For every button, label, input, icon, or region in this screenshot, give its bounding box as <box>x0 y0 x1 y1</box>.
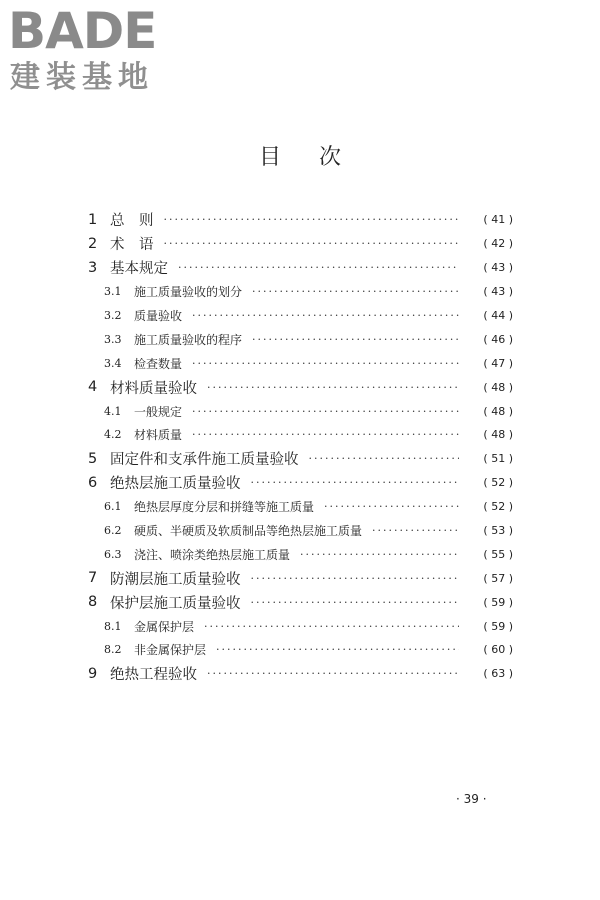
toc-entry-number: 1 <box>88 211 98 228</box>
toc-entry[interactable] <box>88 614 513 638</box>
toc-entry[interactable] <box>88 590 513 614</box>
toc-entry-label: 施工质量验收的程序 <box>134 332 243 347</box>
toc-leader-dots <box>192 428 459 441</box>
toc-entry[interactable] <box>88 495 513 519</box>
toc-entry-number: 6.3 <box>104 547 122 561</box>
toc-entry-label: 术 语 <box>110 237 154 254</box>
toc-entry-label: 金属保护层 <box>134 619 195 634</box>
toc-leader-dots <box>252 285 459 298</box>
page-number: · 39 · <box>456 792 487 806</box>
toc-leader-dots <box>251 572 460 585</box>
toc-entry-number: 6 <box>88 474 98 491</box>
toc-entry-number: 3.4 <box>104 356 122 370</box>
table-of-contents <box>88 208 513 686</box>
toc-entry[interactable] <box>88 280 513 304</box>
toc-entry[interactable] <box>88 542 513 566</box>
toc-entry-label: 保护层施工质量验收 <box>110 595 241 612</box>
toc-entry-page: ( 59 ) <box>483 595 513 609</box>
toc-entry-number: 8.1 <box>104 619 122 633</box>
toc-entry-number: 2 <box>88 235 98 252</box>
toc-entry[interactable] <box>88 232 513 256</box>
toc-entry-label: 材料质量 <box>134 428 183 443</box>
toc-leader-dots <box>372 524 459 537</box>
toc-leader-dots <box>178 261 459 274</box>
toc-entry[interactable] <box>88 662 513 686</box>
toc-entry-number: 5 <box>88 450 98 467</box>
toc-entry-number: 3.2 <box>104 309 122 322</box>
toc-entry-page: ( 44 ) <box>483 309 513 322</box>
toc-entry-number: 4 <box>88 379 98 396</box>
toc-entry[interactable] <box>88 327 513 351</box>
toc-entry-page: ( 55 ) <box>483 547 513 561</box>
toc-leader-dots <box>207 667 459 680</box>
toc-leader-dots <box>216 643 459 656</box>
toc-entry-page: ( 57 ) <box>483 571 513 585</box>
toc-entry-number: 6.2 <box>104 524 122 538</box>
toc-entry-page: ( 48 ) <box>483 380 513 394</box>
toc-leader-dots <box>251 476 460 489</box>
toc-entry[interactable] <box>88 423 513 447</box>
toc-entry[interactable] <box>88 351 513 375</box>
toc-entry[interactable] <box>88 447 513 471</box>
toc-entry-label: 固定件和支承件施工质量验收 <box>110 452 299 469</box>
toc-entry-label: 基本规定 <box>110 261 168 278</box>
toc-entry-label: 总 则 <box>110 213 154 230</box>
toc-entry-page: ( 52 ) <box>483 476 513 490</box>
toc-entry-label: 硬质、半硬质及软质制品等绝热层施工质量 <box>134 524 363 539</box>
toc-entry-number: 4.2 <box>104 428 122 442</box>
toc-leader-dots <box>164 213 460 226</box>
toc-entry[interactable] <box>88 256 513 280</box>
toc-entry[interactable] <box>88 304 513 328</box>
toc-leader-dots <box>192 357 459 370</box>
toc-entry-number: 7 <box>88 570 98 587</box>
toc-entry-label: 防潮层施工质量验收 <box>110 571 241 588</box>
toc-entry-number: 4.1 <box>104 404 122 418</box>
toc-entry-page: ( 47 ) <box>483 356 513 370</box>
toc-entry-label: 绝热工程验收 <box>110 667 197 684</box>
toc-leader-dots <box>309 452 460 465</box>
toc-entry-label: 浇注、喷涂类绝热层施工质量 <box>134 547 291 562</box>
toc-entry-page: ( 48 ) <box>483 428 513 442</box>
toc-leader-dots <box>324 500 459 513</box>
toc-entry-page: ( 53 ) <box>483 524 513 538</box>
toc-entry-label: 质量验收 <box>134 309 183 323</box>
toc-entry[interactable] <box>88 375 513 399</box>
watermark-logo <box>8 4 178 99</box>
toc-entry-label: 绝热层厚度分层和拼缝等施工质量 <box>134 500 315 515</box>
toc-entry-page: ( 43 ) <box>483 285 513 299</box>
toc-entry-page: ( 43 ) <box>483 261 513 275</box>
toc-entry-number: 8.2 <box>104 643 122 657</box>
toc-entry-number: 3.1 <box>104 285 122 299</box>
toc-entry[interactable] <box>88 471 513 495</box>
toc-entry-label: 一般规定 <box>134 404 183 419</box>
toc-leader-dots <box>251 596 460 609</box>
toc-leader-dots <box>207 381 459 394</box>
toc-leader-dots <box>300 548 459 561</box>
logo-subtitle: 建装基地 <box>10 60 154 95</box>
logo-wordmark: BADE <box>8 2 157 60</box>
toc-entry-page: ( 63 ) <box>483 667 513 681</box>
toc-entry[interactable] <box>88 566 513 590</box>
toc-entry-page: ( 42 ) <box>483 237 513 251</box>
toc-entry-page: ( 60 ) <box>483 643 513 657</box>
toc-entry-label: 非金属保护层 <box>134 643 207 658</box>
toc-entry-page: ( 51 ) <box>483 452 513 466</box>
toc-entry-label: 材料质量验收 <box>110 380 197 397</box>
toc-entry[interactable] <box>88 638 513 662</box>
toc-leader-dots <box>164 237 460 250</box>
toc-entry-page: ( 59 ) <box>483 619 513 633</box>
toc-entry-number: 8 <box>88 594 98 611</box>
toc-entry-page: ( 52 ) <box>483 500 513 514</box>
toc-leader-dots <box>204 620 459 633</box>
toc-entry-label: 绝热层施工质量验收 <box>110 476 241 493</box>
toc-entry-page: ( 48 ) <box>483 404 513 418</box>
toc-entry-number: 3 <box>88 259 98 276</box>
toc-entry-label: 施工质量验收的划分 <box>134 285 243 300</box>
toc-entry-number: 9 <box>88 665 98 682</box>
toc-entry[interactable] <box>88 519 513 543</box>
toc-entry[interactable] <box>88 208 513 232</box>
toc-entry-label: 检查数量 <box>134 356 183 371</box>
toc-entry-number: 6.1 <box>104 500 122 514</box>
toc-leader-dots <box>252 333 459 346</box>
toc-entry-page: ( 41 ) <box>483 213 513 227</box>
toc-entry-page: ( 46 ) <box>483 332 513 346</box>
toc-leader-dots <box>192 309 459 322</box>
toc-leader-dots <box>192 405 459 418</box>
toc-entry[interactable] <box>88 399 513 423</box>
toc-entry-number: 3.3 <box>104 332 122 346</box>
page-title: 目次 <box>258 145 379 170</box>
